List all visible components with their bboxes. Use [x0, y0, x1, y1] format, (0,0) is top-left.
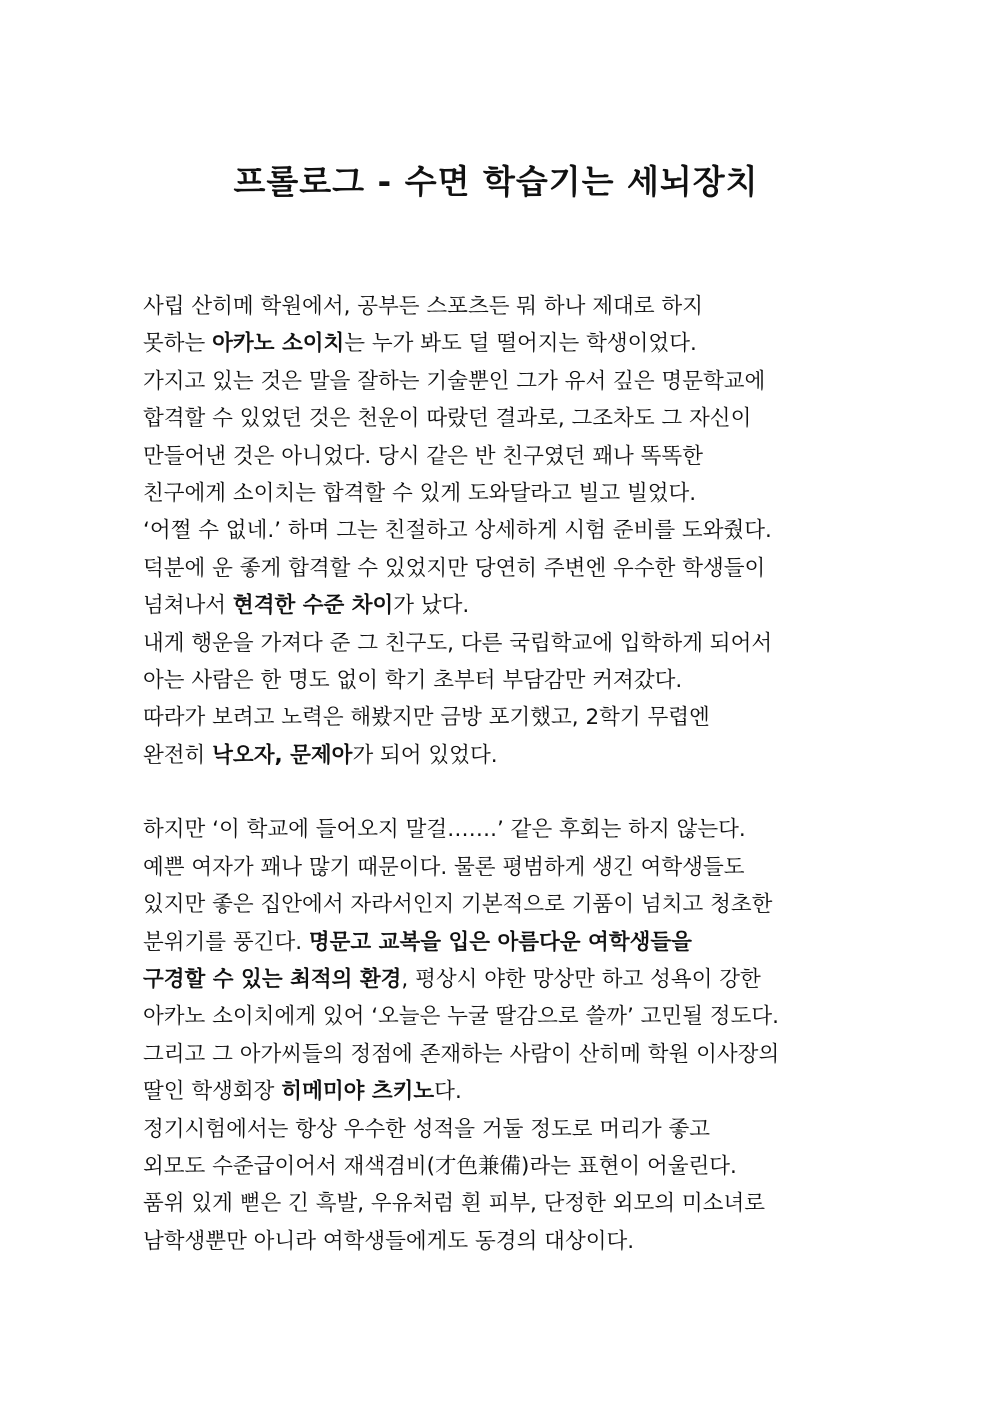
text-segment: 품위 있게 뻗은 긴 흑발, 우유처럼 흰 피부, 단정한 외모의 미소녀로 — [143, 1191, 766, 1217]
body-text — [143, 288, 863, 1260]
text-line — [143, 625, 863, 662]
text-segment: 합격할 수 있었던 것은 천운이 따랐던 결과로, 그조차도 그 자신이 — [143, 406, 752, 432]
text-line — [143, 998, 863, 1035]
text-line — [143, 512, 863, 549]
text-segment: 친구에게 소이치는 합격할 수 있게 도와달라고 빌고 빌었다. — [143, 480, 697, 506]
text-line — [143, 438, 863, 475]
text-segment: 아는 사람은 한 명도 없이 학기 초부터 부담감만 커져갔다. — [143, 667, 683, 693]
text-line — [143, 811, 863, 848]
text-segment: 만들어낸 것은 아니었다. 당시 같은 반 친구였던 꽤나 똑똑한 — [143, 443, 703, 469]
text-line — [143, 288, 863, 325]
text-line — [143, 363, 863, 400]
paragraph — [143, 288, 863, 774]
text-line — [143, 1223, 863, 1260]
text-segment: 남학생뿐만 아니라 여학생들에게도 동경의 대상이다. — [143, 1228, 635, 1254]
text-segment: 가 되어 있었다. — [352, 742, 498, 768]
text-line — [143, 325, 863, 362]
text-segment: 따라가 보려고 노력은 해봤지만 금방 포기했고, 2학기 무렵엔 — [143, 705, 710, 731]
text-segment: 가지고 있는 것은 말을 잘하는 기술뿐인 그가 유서 깊은 명문학교에 — [143, 368, 766, 394]
text-segment: 아카노 소이치에게 있어 ‘오늘은 누굴 딸감으로 쓸까’ 고민될 정도다. — [143, 1004, 779, 1030]
text-segment: 정기시험에서는 항상 우수한 성적을 거둘 정도로 머리가 좋고 — [143, 1116, 711, 1142]
text-line — [143, 1036, 863, 1073]
text-line — [143, 886, 863, 923]
text-line — [143, 400, 863, 437]
text-segment: ‘어쩔 수 없네.’ 하며 그는 친절하고 상세하게 시험 준비를 도와줬다. — [143, 518, 772, 544]
paragraph — [143, 811, 863, 1260]
text-segment: 분위기를 풍긴다. — [143, 929, 309, 955]
chapter-title: 프롤로그 - 수면 학습기는 세뇌장치 — [233, 162, 759, 201]
bold-text: 명문고 교복을 입은 아름다운 여학생들을 — [308, 929, 692, 955]
text-line — [143, 699, 863, 736]
text-line — [143, 475, 863, 512]
text-segment: 딸인 학생회장 — [143, 1079, 282, 1105]
text-line — [143, 924, 863, 961]
bold-text: 구경할 수 있는 최적의 환경 — [143, 967, 402, 993]
text-line — [143, 849, 863, 886]
text-segment: 외모도 수준급이어서 재색겸비(才色兼備)라는 표현이 어울린다. — [143, 1153, 737, 1179]
text-segment: 하지만 ‘이 학교에 들어오지 말걸…….’ 같은 후회는 하지 않는다. — [143, 817, 746, 843]
text-line — [143, 587, 863, 624]
text-line — [143, 1148, 863, 1185]
text-line — [143, 737, 863, 774]
bold-text: 히메미야 츠키노 — [281, 1079, 435, 1105]
text-segment: 덕분에 운 좋게 합격할 수 있었지만 당연히 주변엔 우수한 학생들이 — [143, 555, 766, 581]
text-segment: 그리고 그 아가씨들의 정점에 존재하는 사람이 산히메 학원 이사장의 — [143, 1041, 780, 1067]
text-segment: 사립 산히메 학원에서, 공부든 스포츠든 뭐 하나 제대로 하지 — [143, 294, 703, 319]
text-line — [143, 662, 863, 699]
text-segment: , 평상시 야한 망상만 하고 성욕이 강한 — [401, 967, 761, 993]
bold-text: 현격한 수준 차이 — [232, 593, 394, 619]
text-line — [143, 961, 863, 998]
text-line — [143, 1111, 863, 1148]
text-segment: 있지만 좋은 집안에서 자라서인지 기본적으로 기품이 넘치고 청초한 — [143, 892, 773, 918]
text-segment: 가 났다. — [393, 593, 470, 619]
bold-text: 낙오자, 문제아 — [212, 742, 353, 768]
text-segment: 는 누가 봐도 덜 떨어지는 학생이었다. — [344, 331, 697, 357]
text-segment: 못하는 — [143, 331, 213, 357]
paragraph-gap — [143, 774, 863, 811]
text-segment: 완전히 — [143, 742, 213, 768]
text-segment: 예쁜 여자가 꽤나 많기 때문이다. 물론 평범하게 생긴 여학생들도 — [143, 854, 745, 880]
text-line — [143, 550, 863, 587]
text-segment: 내게 행운을 가져다 준 그 친구도, 다른 국립학교에 입학하게 되어서 — [143, 630, 773, 656]
text-segment: 다. — [434, 1079, 462, 1105]
text-segment: 넘쳐나서 — [143, 593, 233, 619]
text-line — [143, 1073, 863, 1110]
text-line — [143, 1185, 863, 1222]
bold-text: 아카노 소이치 — [212, 331, 345, 357]
